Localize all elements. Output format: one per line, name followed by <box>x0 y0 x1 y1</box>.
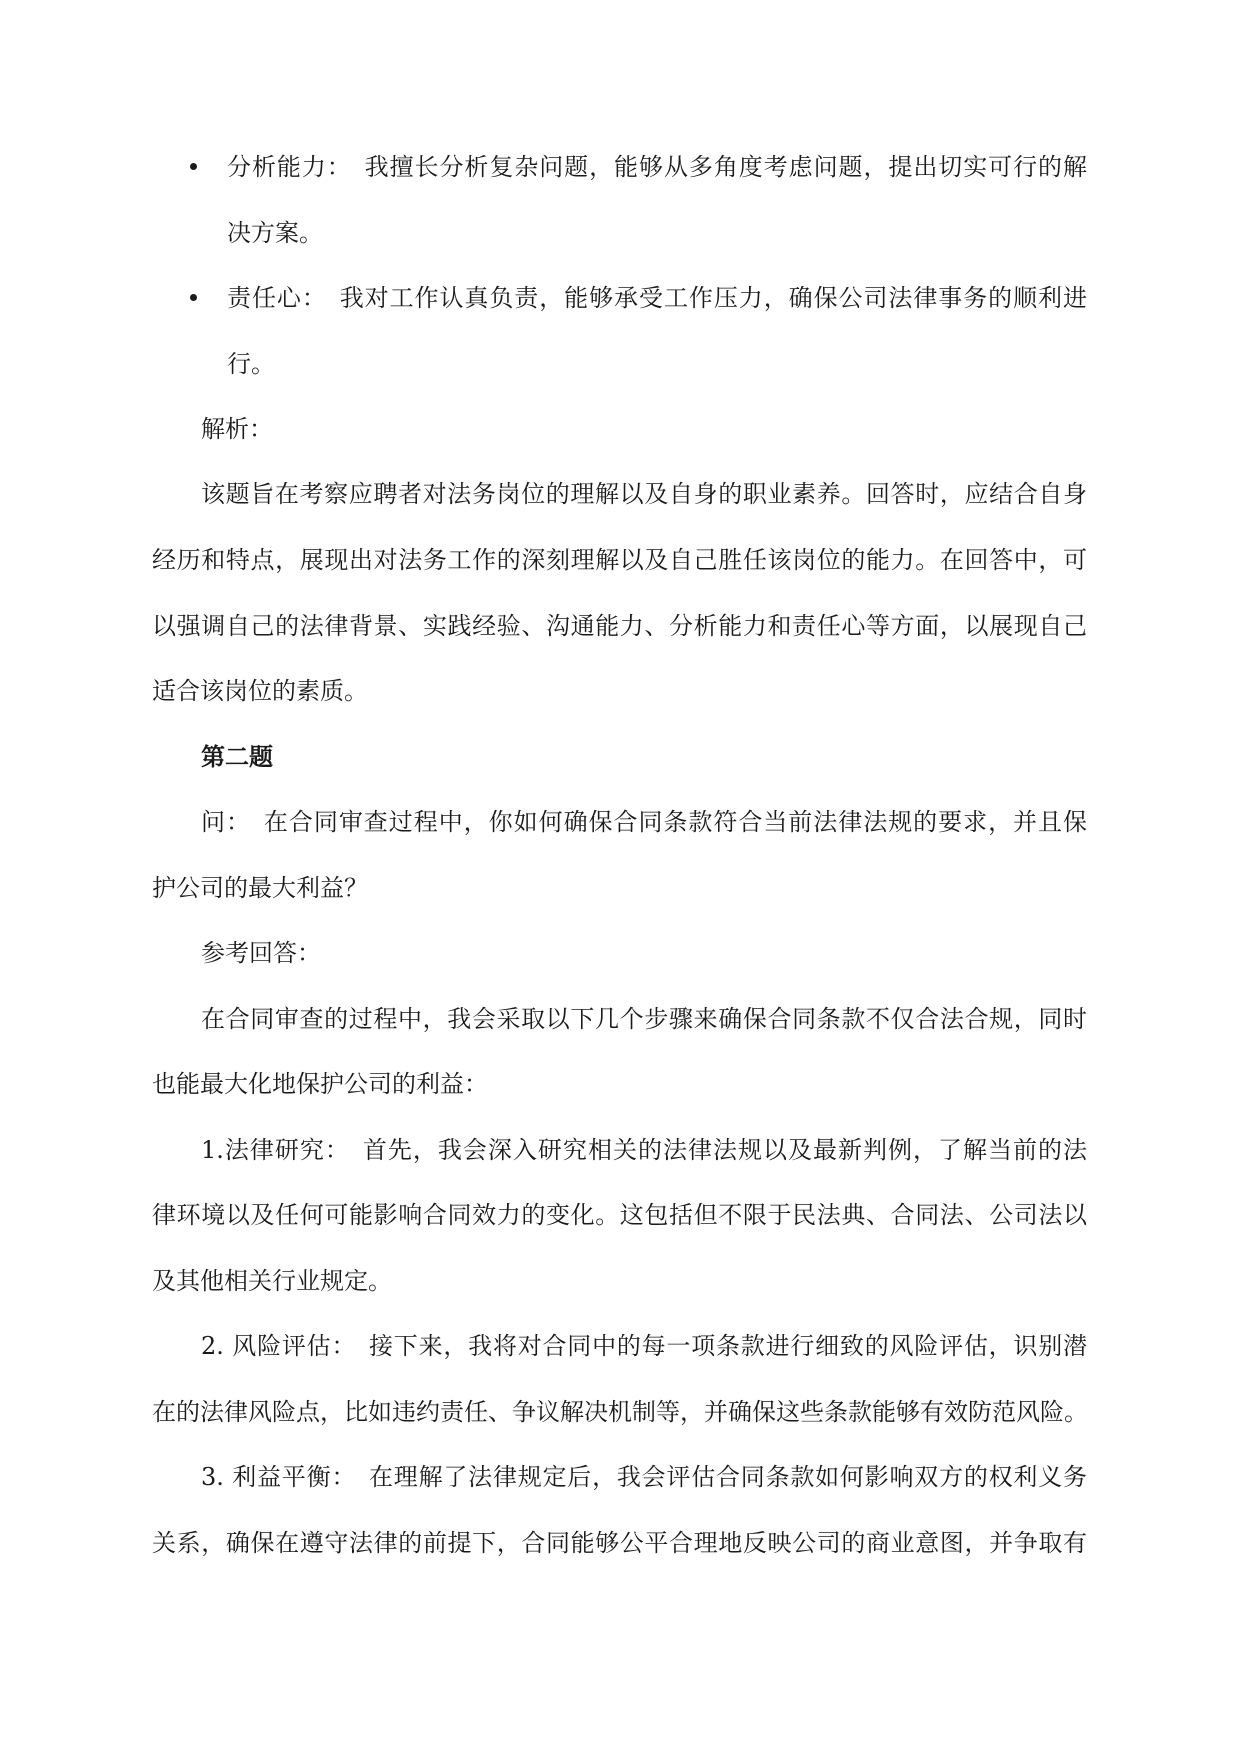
analysis-line-4: 适合该岗位的素质。 <box>152 677 368 705</box>
question-line-1: 问： 在合同审查过程中，你如何确保合同条款符合当前法律法规的要求，并且保 <box>201 808 1087 836</box>
step-2-line-2: 在的法律风险点，比如违约责任、争议解决机制等，并确保这些条款能够有效防范风险。 <box>152 1398 1088 1426</box>
step-1-line-1: 1.法律研究： 首先，我会深入研究相关的法律法规以及最新判例，了解当前的法 <box>201 1136 1087 1164</box>
bullet-1-line-1: 分析能力： 我擅长分析复杂问题，能够从多角度考虑问题，提出切实可行的解 <box>227 153 1087 181</box>
answer-heading: 参考回答： <box>201 939 321 967</box>
analysis-line-2: 经历和特点，展现出对法务工作的深刻理解以及自己胜任该岗位的能力。在回答中，可 <box>152 546 1087 574</box>
bullet-2-line-1: 责任心： 我对工作认真负责，能够承受工作压力，确保公司法律事务的顺利进 <box>227 284 1087 312</box>
question-2-title: 第二题 <box>201 742 273 771</box>
bullet-2-line-2: 行。 <box>227 350 275 378</box>
step-1-line-3: 及其他相关行业规定。 <box>152 1267 392 1295</box>
intro-line-2: 也能最大化地保护公司的利益： <box>152 1070 488 1098</box>
step-3-line-2: 关系，确保在遵守法律的前提下，合同能够公平合理地反映公司的商业意图，并争取有 <box>152 1529 1087 1557</box>
bullet-dot-icon <box>190 294 197 301</box>
step-2-line-1: 2. 风险评估： 接下来，我将对合同中的每一项条款进行细致的风险评估，识别潜 <box>201 1332 1087 1360</box>
step-1-line-2: 律环境以及任何可能影响合同效力的变化。这包括但不限于民法典、合同法、公司法以 <box>152 1201 1087 1229</box>
intro-line-1: 在合同审查的过程中，我会采取以下几个步骤来确保合同条款不仅合法合规，同时 <box>201 1005 1087 1033</box>
analysis-heading: 解析： <box>201 415 273 443</box>
bullet-dot-icon <box>190 163 197 170</box>
bullet-1-line-2: 决方案。 <box>227 219 323 247</box>
analysis-line-1: 该题旨在考察应聘者对法务岗位的理解以及自身的职业素养。回答时，应结合自身 <box>201 480 1087 508</box>
step-3-line-1: 3. 利益平衡： 在理解了法律规定后，我会评估合同条款如何影响双方的权利义务 <box>201 1463 1087 1491</box>
analysis-line-3: 以强调自己的法律背景、实践经验、沟通能力、分析能力和责任心等方面，以展现自己 <box>152 612 1087 640</box>
question-line-2: 护公司的最大利益？ <box>152 874 368 902</box>
